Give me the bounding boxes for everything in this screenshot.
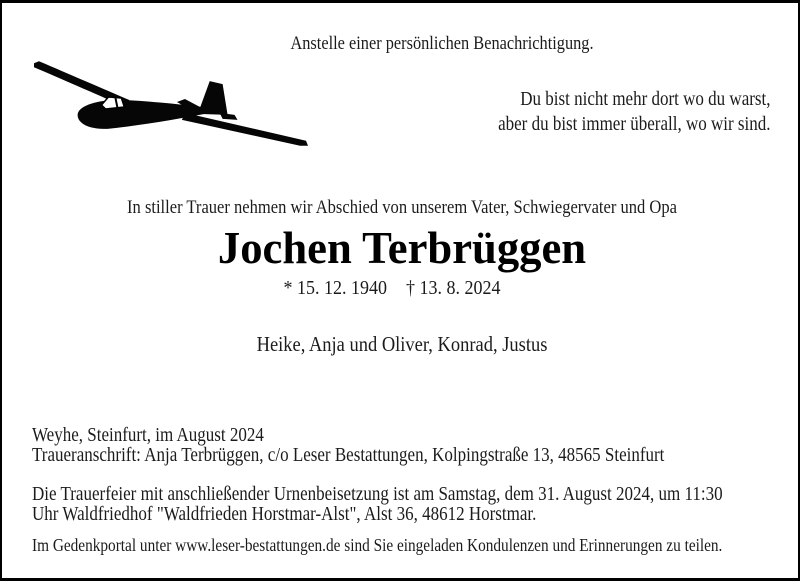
birth-date: * 15. 12. 1940	[283, 277, 388, 299]
epigraph	[498, 87, 770, 137]
ceremony-line-1: Die Trauerfeier mit anschließender Urnenbeisetzung ist am Samstag, dem 31. August 2024, um 11:30	[32, 483, 723, 505]
place-date-line: Weyhe, Steinfurt, im August 2024	[32, 424, 264, 446]
preface-line: Anstelle einer persönlichen Benachrichtigung.	[290, 33, 594, 54]
life-dates	[32, 277, 752, 300]
intro-line: In stiller Trauer nehmen wir Abschied von unserem Vater, Schwiegervater und Opa	[127, 197, 677, 218]
deceased-name: Jochen Terbrüggen	[217, 222, 587, 273]
mourners-line: Heike, Anja und Oliver, Konrad, Justus	[256, 332, 548, 356]
address-block	[32, 425, 664, 465]
epigraph-line-2: aber du bist immer überall, wo wir sind.	[497, 113, 770, 135]
glider-icon	[32, 57, 310, 149]
condolence-address-line: Traueranschrift: Anja Terbrüggen, c/o Leser Bestattungen, Kolpingstraße 13, 48565 Steinfurt	[32, 444, 665, 466]
death-date: † 13. 8. 2024	[405, 277, 501, 299]
ceremony-text	[32, 484, 723, 524]
epigraph-line-1: Du bist nicht mehr dort wo du warst,	[519, 88, 770, 110]
memorial-portal-line: Im Gedenkportal unter www.leser-bestattungen.de sind Sie eingeladen Kondulenzen und Erinnerungen zu teilen.	[32, 535, 723, 555]
ceremony-line-2: Uhr Waldfriedhof "Waldfrieden Horstmar-Alst", Alst 36, 48612 Horstmar.	[32, 503, 537, 525]
